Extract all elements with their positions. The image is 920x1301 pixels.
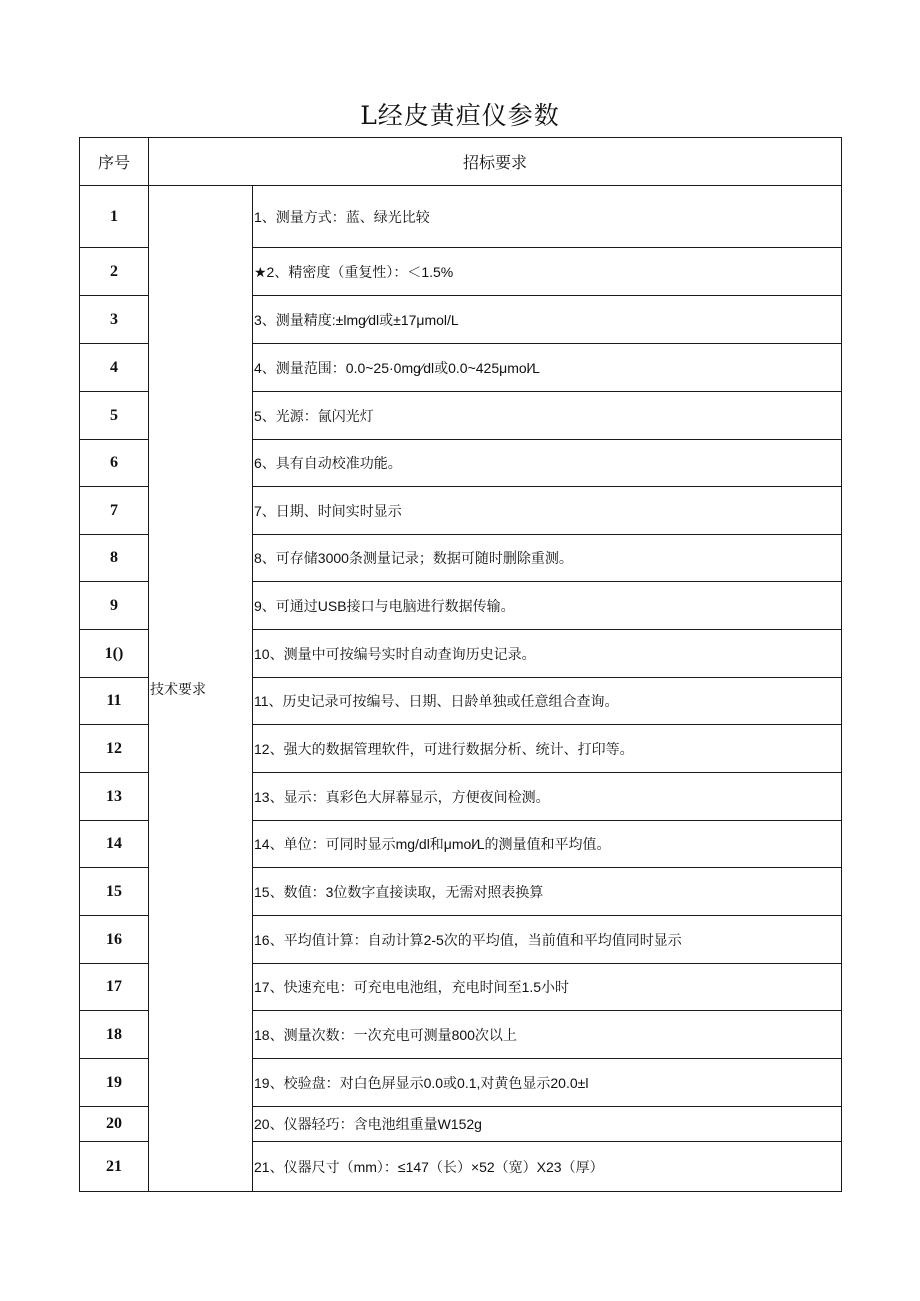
requirement-cell: 1、测量方式：蓝、绿光比较 (253, 186, 842, 248)
header-number: 序号 (80, 138, 149, 186)
requirement-cell: 18、测量次数：一次充电可测量800次以上 (253, 1011, 842, 1059)
row-number: 6 (80, 440, 149, 487)
requirement-cell: 5、光源：氤闪光灯 (253, 392, 842, 440)
row-number: 5 (80, 392, 149, 440)
row-number: 20 (80, 1107, 149, 1142)
row-number: 19 (80, 1059, 149, 1107)
requirement-cell: 4、测量范围：0.0~25·0mg⁄dl或0.0~425μmol⁄L (253, 344, 842, 392)
row-number: 8 (80, 535, 149, 582)
requirement-cell: 6、具有自动校准功能。 (253, 440, 842, 487)
document-title: L经皮黄疸仪参数 (360, 101, 560, 130)
row-number: 7 (80, 487, 149, 535)
requirement-cell: 20、仪器轻巧：含电池组重量W152g (253, 1107, 842, 1142)
spec-table-body (80, 138, 842, 1192)
row-number: 1 (80, 186, 149, 248)
row-number: 2 (80, 248, 149, 296)
row-number: 18 (80, 1011, 149, 1059)
requirement-cell: 7、日期、时间实时显示 (253, 487, 842, 535)
row-number: 9 (80, 582, 149, 630)
requirement-cell: 9、可通过USB接口与电脑进行数据传输。 (253, 582, 842, 630)
row-number: 15 (80, 868, 149, 916)
requirement-cell: 19、校验盘：对白色屏显示0.0或0.1,对黄色显示20.0±l (253, 1059, 842, 1107)
requirement-cell: 14、单位：可同时显示mg/dl和μmol⁄L的测量值和平均值。 (253, 821, 842, 868)
requirement-cell: 21、仪器尺寸（mm）：≤147（长）×52（宽）X23（厚） (253, 1142, 842, 1192)
row-number: 17 (80, 964, 149, 1011)
requirement-cell: 8、可存储3000条测量记录；数据可随时删除重测。 (253, 535, 842, 582)
requirement-cell: 12、强大的数据管理软件，可进行数据分析、统计、打印等。 (253, 725, 842, 773)
requirement-cell: 17、快速充电：可充电电池组，充电时间至1.5小时 (253, 964, 842, 1011)
requirement-cell: ★2、精密度（重复性）：＜1.5% (253, 248, 842, 296)
row-number: 4 (80, 344, 149, 392)
row-number: 1() (80, 630, 149, 678)
spec-table (79, 137, 842, 1192)
table-header-row (80, 138, 842, 186)
requirement-cell: 16、平均值计算：自动计算2-5次的平均值，当前值和平均值同时显示 (253, 916, 842, 964)
table-row (80, 186, 842, 248)
row-number: 21 (80, 1142, 149, 1192)
requirement-cell: 11、历史记录可按编号、日期、日龄单独或任意组合查询。 (253, 678, 842, 725)
category-cell: 技术要求 (149, 186, 253, 1192)
row-number: 13 (80, 773, 149, 821)
requirement-cell: 15、数值：3位数字直接读取，无需对照表换算 (253, 868, 842, 916)
requirement-cell: 10、测量中可按编号实时自动查询历史记录。 (253, 630, 842, 678)
header-requirement: 招标要求 (149, 138, 842, 186)
row-number: 16 (80, 916, 149, 964)
row-number: 3 (80, 296, 149, 344)
row-number: 11 (80, 678, 149, 725)
row-number: 14 (80, 821, 149, 868)
requirement-cell: 13、显示：真彩色大屏幕显示，方便夜间检测。 (253, 773, 842, 821)
row-number: 12 (80, 725, 149, 773)
requirement-cell: 3、测量精度:±lmg⁄dl或±17μmol/L (253, 296, 842, 344)
